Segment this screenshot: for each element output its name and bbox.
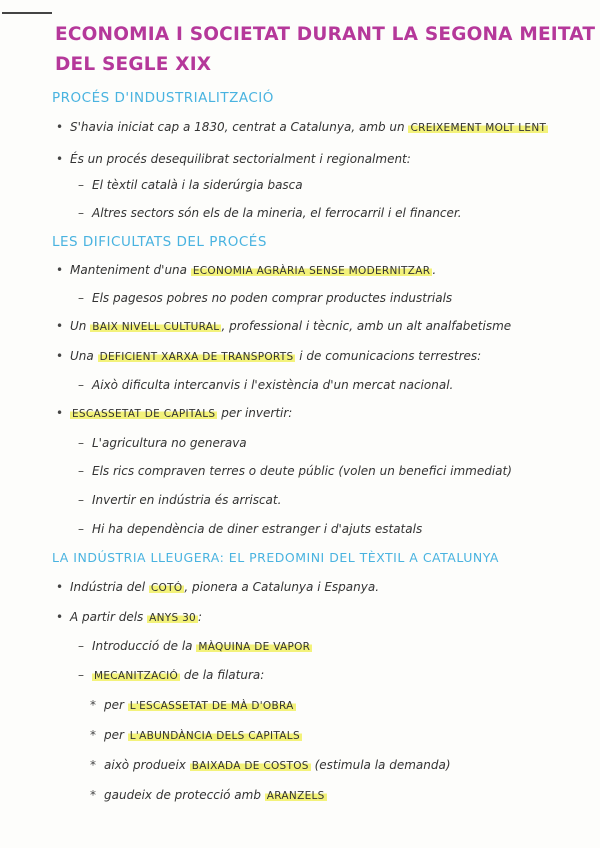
highlight: BAIX NIVELL CULTURAL	[92, 321, 220, 333]
note-line: – Els rics compraven terres o deute públic (volen un benefici immediat)	[78, 464, 512, 478]
note-line: * gaudeix de protecció amb ARANZELS	[90, 788, 325, 802]
highlight: COTÓ	[150, 582, 183, 594]
highlight: ECONOMIA AGRÀRIA SENSE MODERNITZAR	[192, 265, 431, 277]
note-line: • S'havia iniciat cap a 1830, centrat a Catalunya, amb un CREIXEMENT MOLT LENT	[56, 120, 547, 134]
highlight: ARANZELS	[266, 790, 325, 802]
note-line: * per L'ABUNDÀNCIA DELS CAPITALS	[90, 728, 300, 742]
page-title-line-1: ECONOMIA I SOCIETAT DURANT LA SEGONA MEITAT	[55, 24, 596, 45]
note-line: – El tèxtil català i la siderúrgia basca	[78, 178, 303, 192]
highlight: ANYS 30	[149, 612, 197, 624]
note-line: • Manteniment d'una ECONOMIA AGRÀRIA SENSE MODERNITZAR .	[56, 263, 437, 277]
note-line: • Una DEFICIENT XARXA DE TRANSPORTS i de comunicacions terrestres:	[56, 349, 482, 363]
highlight: CREIXEMENT MOLT LENT	[410, 122, 547, 134]
section-heading-industria-lleugera: LA INDÚSTRIA LLEUGERA: EL PREDOMINI DEL TÈXTIL A CATALUNYA	[52, 550, 499, 565]
highlight: MÀQUINA DE VAPOR	[198, 641, 311, 653]
highlight: L'ESCASSETAT DE MÀ D'OBRA	[129, 700, 294, 712]
note-line: – Introducció de la MÀQUINA DE VAPOR	[78, 639, 311, 653]
note-line: – MECANITZACIÓ de la filatura:	[78, 668, 265, 682]
note-line: * això produeix BAIXADA DE COSTOS (estimula la demanda)	[90, 758, 451, 772]
highlight: MECANITZACIÓ	[94, 670, 179, 682]
section-heading-dificultats: LES DIFICULTATS DEL PROCÉS	[52, 234, 267, 250]
note-line: • Indústria del COTÓ , pionera a Catalunya i Espanya.	[56, 580, 380, 594]
section-heading-industrialitzacio: PROCÉS D'INDUSTRIALITZACIÓ	[52, 90, 274, 106]
note-line: – Els pagesos pobres no poden comprar productes industrials	[78, 291, 453, 305]
note-line: • Un BAIX NIVELL CULTURAL , professional i tècnic, amb un alt analfabetisme	[56, 319, 512, 333]
highlight: DEFICIENT XARXA DE TRANSPORTS	[99, 351, 294, 363]
note-line: – Hi ha dependència de diner estranger i d'ajuts estatals	[78, 522, 423, 536]
corner-mark	[2, 12, 52, 14]
note-line: * per L'ESCASSETAT DE MÀ D'OBRA	[90, 698, 294, 712]
page-title-line-2: DEL SEGLE XIX	[55, 54, 212, 75]
highlight: ESCASSETAT DE CAPITALS	[72, 408, 216, 420]
note-line: – L'agricultura no generava	[78, 436, 247, 450]
note-line: • És un procés desequilibrat sectorialment i regionalment:	[56, 152, 411, 166]
note-line: • A partir dels ANYS 30 :	[56, 610, 203, 624]
note-line: – Altres sectors són els de la mineria, el ferrocarril i el financer.	[78, 206, 462, 220]
highlight: BAIXADA DE COSTOS	[191, 760, 309, 772]
note-line: – Això dificulta intercanvis i l'existència d'un mercat nacional.	[78, 378, 454, 392]
highlight: L'ABUNDÀNCIA DELS CAPITALS	[129, 730, 300, 742]
note-line: • ESCASSETAT DE CAPITALS per invertir:	[56, 406, 293, 420]
note-line: – Invertir en indústria és arriscat.	[78, 493, 282, 507]
